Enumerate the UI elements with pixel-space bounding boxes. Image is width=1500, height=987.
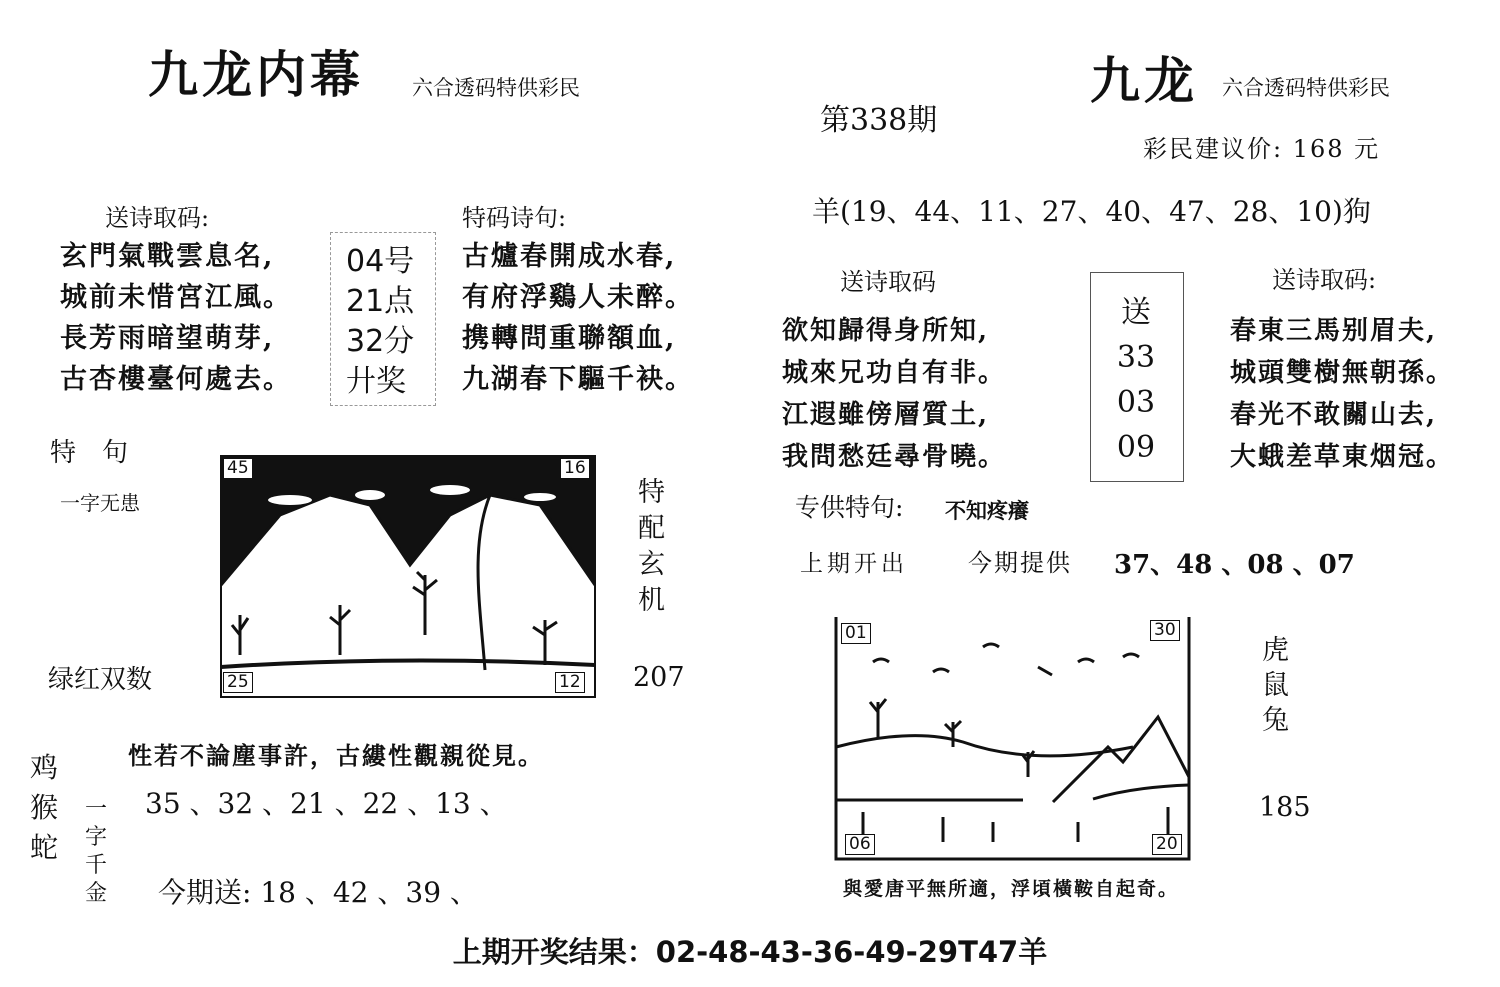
code-line: 04号 bbox=[346, 244, 415, 279]
left-code-box-text bbox=[346, 242, 414, 402]
provide-label: 今期提供 bbox=[968, 549, 1072, 577]
right-caption: 與愛唐平無所適，浮頃橫鞍自起奇。 bbox=[843, 878, 1180, 900]
left-title: 九龙内幕 bbox=[148, 45, 364, 104]
poem-line: 長芳雨暗望萌芽, bbox=[60, 323, 275, 354]
zodiac: 鸡 bbox=[30, 751, 59, 784]
left-special-label: 特 句 bbox=[50, 438, 129, 468]
provide-numbers: 37、48 、08 、07 bbox=[1114, 550, 1355, 580]
picture-corner-number: 01 bbox=[841, 623, 871, 644]
picture-corner-number: 20 bbox=[1152, 834, 1182, 855]
poem-line: 欲知歸得身所知, bbox=[782, 316, 990, 346]
left-special-phrase: 一字无患 bbox=[60, 491, 140, 515]
left-poem1 bbox=[60, 243, 292, 407]
left-poem2 bbox=[462, 243, 694, 407]
picture-corner-number: 06 bbox=[845, 834, 875, 855]
right-side-number: 185 bbox=[1259, 792, 1311, 823]
last-issue-label: 上期开出 bbox=[800, 551, 908, 577]
last-result-footer: 上期开奖结果：02-48-43-36-49-29T47羊 bbox=[452, 935, 1048, 969]
code-line: 33 bbox=[1116, 340, 1156, 375]
poem-line: 古爐春開成水春, bbox=[462, 241, 677, 272]
poem-line: 九湖春下驅千袂。 bbox=[462, 364, 694, 395]
right-poem1-label: 送诗取码 bbox=[840, 268, 936, 296]
poem-line: 城頭雙樹無朝孫。 bbox=[1230, 358, 1455, 388]
today-send: 今期送: 18 、42 、39 、 bbox=[158, 876, 478, 909]
zodiac: 虎 bbox=[1262, 635, 1289, 666]
poem-line: 携轉問重聯額血, bbox=[462, 323, 677, 354]
right-code-box-text bbox=[1090, 290, 1182, 470]
right-poem2-label: 送诗取码: bbox=[1272, 266, 1377, 294]
poem-line: 古杏樓臺何處去。 bbox=[60, 364, 292, 395]
poem-line: 江遐雖傍層質土, bbox=[782, 400, 990, 430]
left-zodiacs bbox=[30, 748, 58, 868]
left-side-number: 207 bbox=[633, 662, 685, 693]
zodiac-range-line: 羊(19、44、11、27、40、47、28、10)狗 bbox=[812, 195, 1371, 228]
poem-line: 城來兄功自有非。 bbox=[782, 358, 1007, 388]
left-numbers: 35 、32 、21 、22 、13 、 bbox=[145, 787, 508, 820]
vertical-char: 特 bbox=[638, 477, 665, 508]
vertical-char: 金 bbox=[85, 881, 108, 906]
right-riddle-picture bbox=[833, 617, 1191, 861]
suggested-price: 彩民建议价: 168 元 bbox=[1143, 135, 1381, 163]
zodiac: 猴 bbox=[30, 791, 59, 824]
picture-corner-number: 16 bbox=[560, 458, 590, 479]
one-word-label bbox=[85, 796, 107, 908]
right-poem1 bbox=[782, 318, 1006, 486]
color-label: 绿红双数 bbox=[48, 665, 153, 695]
left-subtitle: 六合透码特供彩民 bbox=[412, 76, 580, 100]
code-line: 送 bbox=[1121, 295, 1151, 330]
poem-line: 城前未惜宮江風。 bbox=[60, 282, 292, 313]
vertical-char: 千 bbox=[85, 853, 108, 878]
left-poem2-label: 特码诗句: bbox=[462, 204, 567, 232]
picture-corner-number: 45 bbox=[223, 458, 253, 479]
right-subtitle: 六合透码特供彩民 bbox=[1222, 76, 1390, 100]
poem-line: 春光不敢關山去, bbox=[1230, 400, 1438, 430]
picture-corner-number: 30 bbox=[1150, 620, 1180, 641]
code-line: 廾奖 bbox=[346, 364, 406, 399]
left-side-vertical bbox=[638, 475, 665, 619]
vertical-char: 玄 bbox=[638, 549, 665, 580]
poem-line: 大蛾差草東烟冠。 bbox=[1230, 442, 1455, 472]
issue-number: 第338期 bbox=[820, 103, 938, 138]
zodiac: 兔 bbox=[1262, 705, 1289, 736]
poem-line: 有府浮鷄人未醉。 bbox=[462, 282, 694, 313]
code-line: 03 bbox=[1116, 385, 1156, 420]
code-line: 21点 bbox=[346, 284, 415, 319]
left-poem1-label: 送诗取码: bbox=[105, 204, 210, 232]
picture-corner-number: 12 bbox=[555, 672, 585, 693]
poem-line: 玄門氣戰雲息名, bbox=[60, 241, 275, 272]
right-special-label: 专供特句: bbox=[795, 493, 904, 522]
right-title: 九龙 bbox=[1090, 51, 1198, 110]
poem-line: 春東三馬别眉夫, bbox=[1230, 316, 1438, 346]
right-poem2 bbox=[1230, 318, 1454, 486]
left-riddle-picture bbox=[220, 455, 596, 698]
vertical-char: 机 bbox=[638, 585, 665, 616]
poem-line: 我問愁廷尋骨曉。 bbox=[782, 442, 1007, 472]
vertical-char: 一 bbox=[85, 797, 108, 822]
code-line: 09 bbox=[1116, 430, 1156, 465]
vertical-char: 字 bbox=[85, 825, 108, 850]
code-line: 32分 bbox=[346, 324, 415, 359]
left-verse: 性若不論塵事許，古縷性觀親從見。 bbox=[128, 741, 544, 770]
zodiac: 蛇 bbox=[30, 831, 59, 864]
zodiac: 鼠 bbox=[1262, 670, 1289, 701]
right-zodiacs bbox=[1262, 633, 1289, 738]
picture-corner-number: 25 bbox=[223, 672, 253, 693]
right-special-phrase: 不知疼癢 bbox=[945, 498, 1029, 523]
vertical-char: 配 bbox=[638, 513, 665, 544]
